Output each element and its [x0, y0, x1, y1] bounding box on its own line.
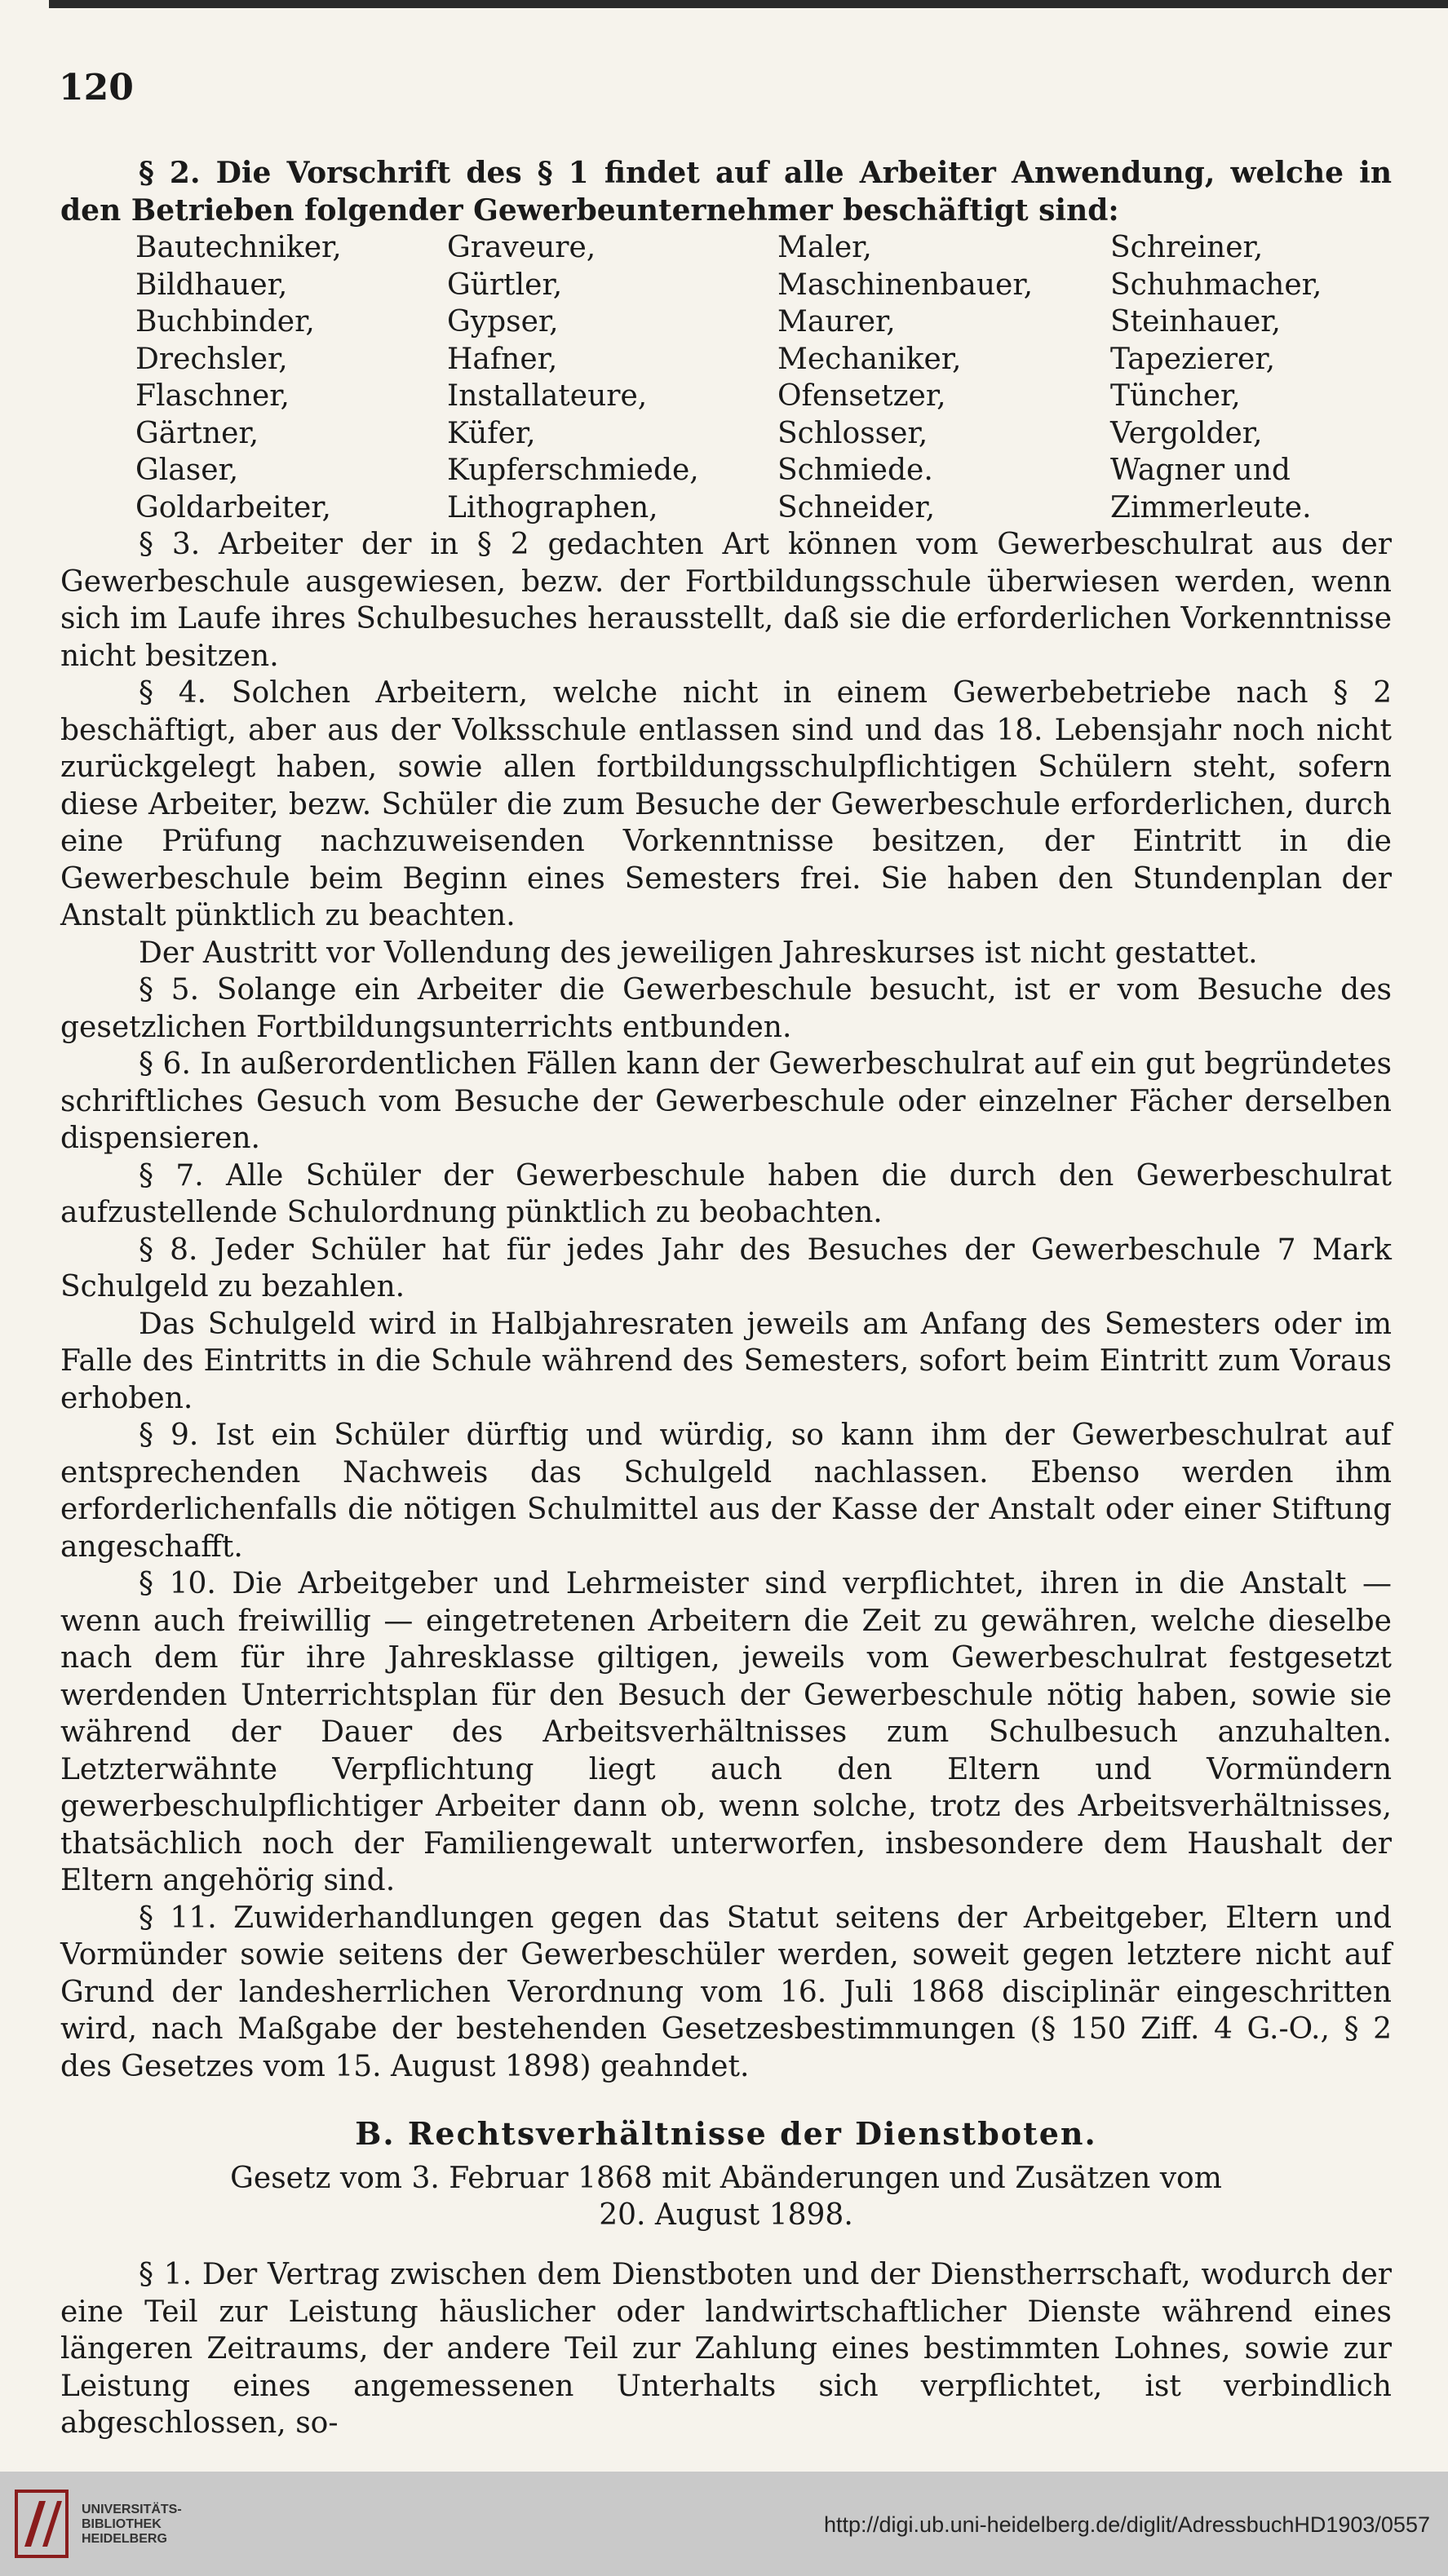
- paragraph-s4: § 4. Solchen Arbeitern, welche nicht in einem Gewerbebetriebe nach § 2 beschäftigt, aber aus der Volksschule entlassen sind und das 18. Lebensjahr noch nicht zurückgelegt haben, sowie allen fortbildungsschulpflichtigen Schülern steht, sofern diese Arbeiter, bezw. Schüler die zum Besuche der Gewerbeschule erforderlichen, durch eine Prüfung nachzuweisenden Vorkenntnisse besitzen, der Eintritt in die Gewerbeschule beim Beginn eines Semesters frei. Sie haben den Stundenplan der Anstalt pünktlich zu beachten.: [60, 676, 1392, 932]
- library-logo-icon: [15, 2490, 69, 2558]
- trade-item: Tapezierer,: [1110, 342, 1276, 376]
- library-name: UNIVERSITÄTS- BIBLIOTHEK HEIDELBERG: [82, 2503, 182, 2546]
- trade-item: Kupferschmiede,: [447, 454, 699, 487]
- page-body: [60, 155, 1392, 2442]
- trade-item: Glaser,: [135, 454, 239, 487]
- trade-item: Graveure,: [447, 231, 596, 264]
- paragraph-s8: § 8. Jeder Schüler hat für jedes Jahr des Besuches der Gewerbeschule 7 Mark Schulgeld zu bezahlen.: [60, 1233, 1392, 1303]
- trade-item: Küfer,: [447, 416, 536, 450]
- trade-item: Flaschner,: [135, 379, 290, 413]
- paragraph-s4-note: Der Austritt vor Vollendung des jeweiligen Jahreskurses ist nicht gestattet.: [139, 936, 1258, 970]
- trade-item: Steinhauer,: [1110, 305, 1281, 339]
- trade-item: Schmiede.: [777, 454, 933, 487]
- trade-item: Maschinenbauer,: [777, 268, 1034, 302]
- trade-item: Bautechniker,: [135, 231, 342, 264]
- subheading-line: 20. August 1898.: [599, 2198, 853, 2232]
- paragraph-s11: § 11. Zuwiderhandlungen gegen das Statut seitens der Arbeitgeber, Eltern und Vormünder sowie seitens der Gewerbeschüler werden, soweit gegen letztere nicht auf Grund der landesherrlichen Verordnung vom 16. Juli 1868 disciplinär eingeschritten wird, nach Maßgabe der bestehenden Gesetzesbestimmungen (§ 150 Ziff. 4 G.-O., § 2 des Gesetzes vom 15. August 1898) geahndet.: [60, 1901, 1392, 2083]
- paragraph-s3: § 3. Arbeiter der in § 2 gedachten Art können vom Gewerbeschulrat aus der Gewerbeschule ausgewiesen, bezw. der Fortbildungsschule überwiesen werden, wenn sich im Laufe ihres Schulbesuches herausstellt, daß sie die erforderlichen Vorkenntnisse nicht besitzen.: [60, 528, 1392, 673]
- library-footer: [0, 2472, 1448, 2576]
- paragraph-s2: § 2. Die Vorschrift des § 1 findet auf alle Arbeiter Anwendung, welche in den Betrieben folgender Gewerbeunternehmer beschäftigt sind:: [60, 156, 1392, 228]
- paragraph-s8-note: Das Schulgeld wird in Halbjahresraten jeweils am Anfang des Semesters oder im Falle des Eintritts in die Schule während des Semesters, sofort beim Eintritt zum Voraus erhoben.: [60, 1307, 1392, 1415]
- trade-item: Buchbinder,: [135, 305, 315, 339]
- section-subheading: [60, 2160, 1392, 2233]
- trade-item: Schneider,: [777, 490, 936, 524]
- trade-item: Maurer,: [777, 305, 896, 339]
- trade-item: Maler,: [777, 231, 872, 264]
- paragraph-b1: § 1. Der Vertrag zwischen dem Dienstboten und der Dienstherrschaft, wodurch der eine Teil zur Leistung häuslicher oder landwirtschaftlicher Dienste während eines längeren Zeitraums, der andere Teil zur Zahlung eines bestimmten Lohnes, sowie zur Leistung eines angemessenen Unterhalts sich verpflichtet, ist verbindlich abgeschlossen, so-: [60, 2258, 1392, 2440]
- trade-item: Zimmerleute.: [1110, 490, 1312, 524]
- paragraph-s5: § 5. Solange ein Arbeiter die Gewerbeschule besucht, ist er vom Besuche des gesetzlichen Fortbildungsunterrichts entbunden.: [60, 973, 1392, 1044]
- trade-item: Wagner und: [1110, 454, 1291, 487]
- trade-item: Mechaniker,: [777, 342, 962, 376]
- subheading-line: Gesetz vom 3. Februar 1868 mit Abänderungen und Zusätzen vom: [230, 2162, 1222, 2195]
- section-heading: B. Rechtsverhältnisse der Dienstboten.: [355, 2115, 1097, 2152]
- trade-item: Gypser,: [447, 305, 559, 339]
- scan-edge: [49, 0, 1448, 8]
- trade-item: Goldarbeiter,: [135, 490, 331, 524]
- paragraph-s10: § 10. Die Arbeitgeber und Lehrmeister sind verpflichtet, ihren in die Anstalt — wenn auch freiwillig — eingetretenen Arbeitern die Zeit zu gewähren, welche dieselbe nach dem für ihre Jahresklasse giltigen, jeweils vom Gewerbeschulrat festgesetzt werdenden Unterrichtsplan für den Besuch der Gewerbeschule nötig haben, sowie sie während der Dauer des Arbeitsverhältnisses zum Schulbesuch anzuhalten. Letzterwähnte Verpflichtung liegt auch den Eltern und Vormündern gewerbeschulpflichtiger Arbeiter dann ob, wenn solche, trotz des Arbeitsverhältnisses, thatsächlich noch der Familiengewalt unterworfen, insbesondere dem Haushalt der Eltern angehörig sind.: [60, 1567, 1392, 1897]
- trade-item: Lithographen,: [447, 490, 658, 524]
- trade-item: Installateure,: [447, 379, 648, 413]
- trade-item: Schuhmacher,: [1110, 268, 1322, 302]
- trade-item: Hafner,: [447, 342, 558, 376]
- trade-item: Bildhauer,: [135, 268, 288, 302]
- trade-item: Vergolder,: [1110, 416, 1263, 450]
- paragraph-s7: § 7. Alle Schüler der Gewerbeschule haben die durch den Gewerbeschulrat aufzustellende Schulordnung pünktlich zu beobachten.: [60, 1158, 1392, 1229]
- trade-item: Gärtner,: [135, 416, 259, 450]
- trade-item: Tüncher,: [1110, 379, 1241, 413]
- paragraph-s9: § 9. Ist ein Schüler dürftig und würdig, so kann ihm der Gewerbeschulrat auf entsprechenden Nachweis das Schulgeld nachlassen. Ebenso werden ihm erforderlichenfalls die nötigen Schulmittel aus der Kasse der Anstalt oder einer Stiftung angeschafft.: [60, 1419, 1392, 1564]
- trade-item: Ofensetzer,: [777, 379, 946, 413]
- page-number: 120: [59, 67, 134, 108]
- paragraph-s6: § 6. In außerordentlichen Fällen kann der Gewerbeschulrat auf ein gut begründetes schriftliches Gesuch vom Besuche der Gewerbeschule oder einzelner Fächer derselben dispensieren.: [60, 1047, 1392, 1155]
- source-url-link[interactable]: http://digi.ub.uni-heidelberg.de/diglit/AdressbuchHD1903/0557: [823, 2512, 1430, 2537]
- trades-list: [60, 229, 1392, 526]
- trade-item: Drechsler,: [135, 342, 288, 376]
- trade-item: Schreiner,: [1110, 231, 1264, 264]
- trade-item: Gürtler,: [447, 268, 563, 302]
- trade-item: Schlosser,: [777, 416, 928, 450]
